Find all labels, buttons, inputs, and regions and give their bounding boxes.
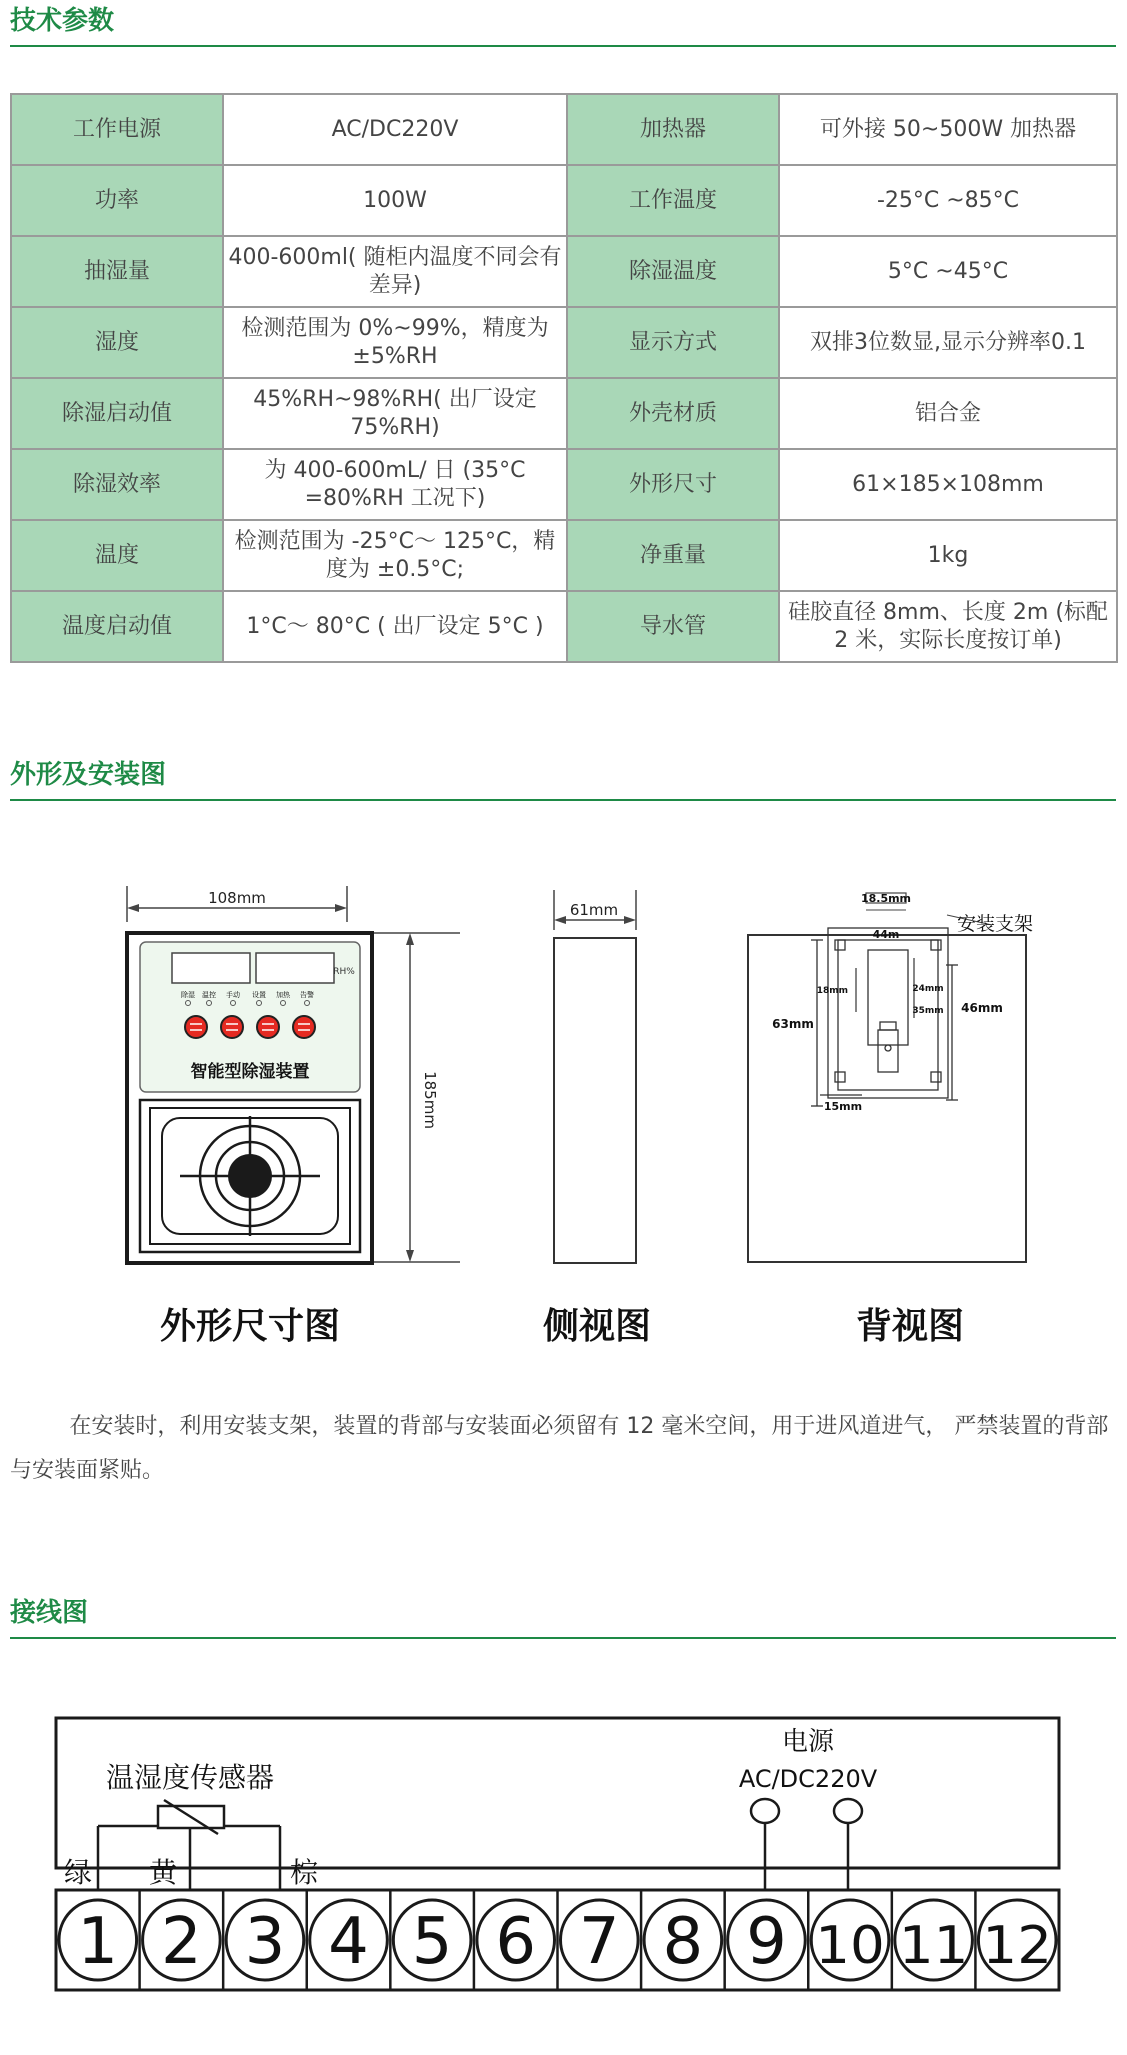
terminal-number: 4 bbox=[328, 1905, 369, 1979]
spec-row bbox=[11, 449, 1117, 520]
install-drawing bbox=[0, 868, 1127, 1348]
terminal-number: 2 bbox=[161, 1905, 202, 1979]
spec-row bbox=[11, 520, 1117, 591]
terminal-number: 12 bbox=[982, 1916, 1052, 1976]
install-note: 在安装时，利用安装支架，装置的背部与安装面必须留有 12 毫米空间，用于进风道进气， 严禁装置的背部与安装面紧贴。 bbox=[10, 1414, 1109, 1483]
spec-value: 1°C～ 80°C ( 出厂设定 5°C ) bbox=[223, 591, 567, 662]
wire-color-label: 黄 bbox=[148, 1856, 178, 1889]
terminal-number: 9 bbox=[746, 1905, 787, 1979]
spec-row bbox=[11, 236, 1117, 307]
led-label: 除湿 bbox=[181, 991, 195, 999]
install-section-title: 外形及安装图 bbox=[10, 760, 167, 790]
back-dim-label: 35mm bbox=[912, 1006, 944, 1016]
terminal-number: 7 bbox=[578, 1905, 620, 1979]
sensor-label: 温湿度传感器 bbox=[105, 1761, 275, 1794]
back-dim-label: 15mm bbox=[823, 1100, 863, 1113]
spec-label: 加热器 bbox=[567, 94, 779, 165]
back-view-caption: 背视图 bbox=[855, 1306, 965, 1347]
terminal-number: 6 bbox=[495, 1905, 537, 1979]
back-dim-label: 18mm bbox=[816, 986, 848, 996]
back-dim-label: 18.5mm bbox=[860, 892, 912, 905]
spec-value: 为 400-600mL/ 日 (35°C =80%RH 工况下) bbox=[223, 449, 567, 520]
terminal-number: 3 bbox=[244, 1905, 286, 1979]
back-dim-label: 44m bbox=[872, 928, 900, 941]
led-label: 手动 bbox=[226, 991, 240, 999]
front-view bbox=[127, 886, 460, 1347]
spec-value: 100W bbox=[223, 165, 567, 236]
side-view-caption: 侧视图 bbox=[542, 1306, 652, 1347]
terminal-number: 8 bbox=[662, 1905, 704, 1979]
led-label: 温控 bbox=[202, 991, 216, 999]
back-dim-label: 46mm bbox=[961, 1001, 1003, 1015]
back-dim-label: 24mm bbox=[912, 984, 944, 994]
spec-value: 61×185×108mm bbox=[779, 449, 1117, 520]
wiring-section-title: 接线图 bbox=[10, 1598, 89, 1628]
spec-label: 除湿启动值 bbox=[11, 378, 223, 449]
spec-label: 湿度 bbox=[11, 307, 223, 378]
spec-label: 外形尺寸 bbox=[567, 449, 779, 520]
spec-label: 工作电源 bbox=[11, 94, 223, 165]
front-height-label: 185mm bbox=[421, 1071, 439, 1129]
spec-value: 1kg bbox=[779, 520, 1117, 591]
spec-row bbox=[11, 378, 1117, 449]
spec-value: 检测范围为 -25°C～ 125°C，精度为 ±0.5°C; bbox=[223, 520, 567, 591]
side-view bbox=[543, 890, 651, 1347]
wiring-section-header bbox=[10, 1592, 1116, 1639]
spec-value: 45%RH~98%RH( 出厂设定 75%RH) bbox=[223, 378, 567, 449]
spec-row bbox=[11, 591, 1117, 662]
front-view-caption: 外形尺寸图 bbox=[159, 1306, 341, 1347]
spec-value: 铝合金 bbox=[779, 378, 1117, 449]
spec-row bbox=[11, 165, 1117, 236]
spec-value: -25°C ~85°C bbox=[779, 165, 1117, 236]
spec-label: 显示方式 bbox=[567, 307, 779, 378]
side-depth-label: 61mm bbox=[569, 901, 619, 919]
led-label: 告警 bbox=[300, 991, 314, 999]
spec-value: 5°C ~45°C bbox=[779, 236, 1117, 307]
spec-value: 400-600ml( 随柜内温度不同会有差异) bbox=[223, 236, 567, 307]
terminal-number: 1 bbox=[77, 1905, 119, 1979]
device-name: 智能型除湿装置 bbox=[190, 1062, 310, 1082]
led-label: 设置 bbox=[252, 991, 266, 999]
terminal-number: 11 bbox=[898, 1916, 969, 1976]
spec-label: 功率 bbox=[11, 165, 223, 236]
led-label: 加热 bbox=[276, 991, 290, 999]
terminal-number: 10 bbox=[815, 1916, 885, 1976]
spec-label: 导水管 bbox=[567, 591, 779, 662]
power-label: 电源 bbox=[781, 1727, 835, 1757]
install-section-header bbox=[10, 754, 1116, 801]
spec-table bbox=[10, 93, 1118, 663]
wire-color-label: 棕 bbox=[289, 1856, 319, 1889]
front-width-label: 108mm bbox=[208, 889, 266, 907]
spec-row bbox=[11, 307, 1117, 378]
spec-row bbox=[11, 94, 1117, 165]
spec-label: 外壳材质 bbox=[567, 378, 779, 449]
spec-value: 检测范围为 0%~99%，精度为 ±5%RH bbox=[223, 307, 567, 378]
bracket-label: 安装支架 bbox=[956, 913, 1034, 935]
terminal-number: 5 bbox=[411, 1905, 453, 1979]
spec-value: 硅胶直径 8mm、长度 2m (标配 2 米，实际长度按订单) bbox=[779, 591, 1117, 662]
specs-section-title: 技术参数 bbox=[10, 6, 115, 36]
spec-value: AC/DC220V bbox=[223, 94, 567, 165]
power-spec: AC/DC220V bbox=[738, 1765, 878, 1793]
wire-color-label: 绿 bbox=[63, 1856, 93, 1889]
spec-value: 可外接 50~500W 加热器 bbox=[779, 94, 1117, 165]
fan-grille bbox=[140, 1100, 360, 1252]
spec-label: 温度启动值 bbox=[11, 591, 223, 662]
spec-label: 除湿效率 bbox=[11, 449, 223, 520]
spec-label: 除湿温度 bbox=[567, 236, 779, 307]
spec-value: 双排3位数显,显示分辨率0.1 bbox=[779, 307, 1117, 378]
spec-label: 抽湿量 bbox=[11, 236, 223, 307]
display-unit-label: RH% bbox=[333, 967, 355, 977]
back-view bbox=[748, 892, 1033, 1347]
back-dim-label: 63mm bbox=[772, 1017, 814, 1031]
spec-label: 温度 bbox=[11, 520, 223, 591]
spec-label: 工作温度 bbox=[567, 165, 779, 236]
specs-section-header bbox=[10, 0, 1116, 47]
wiring-diagram bbox=[0, 1700, 1127, 2010]
spec-label: 净重量 bbox=[567, 520, 779, 591]
